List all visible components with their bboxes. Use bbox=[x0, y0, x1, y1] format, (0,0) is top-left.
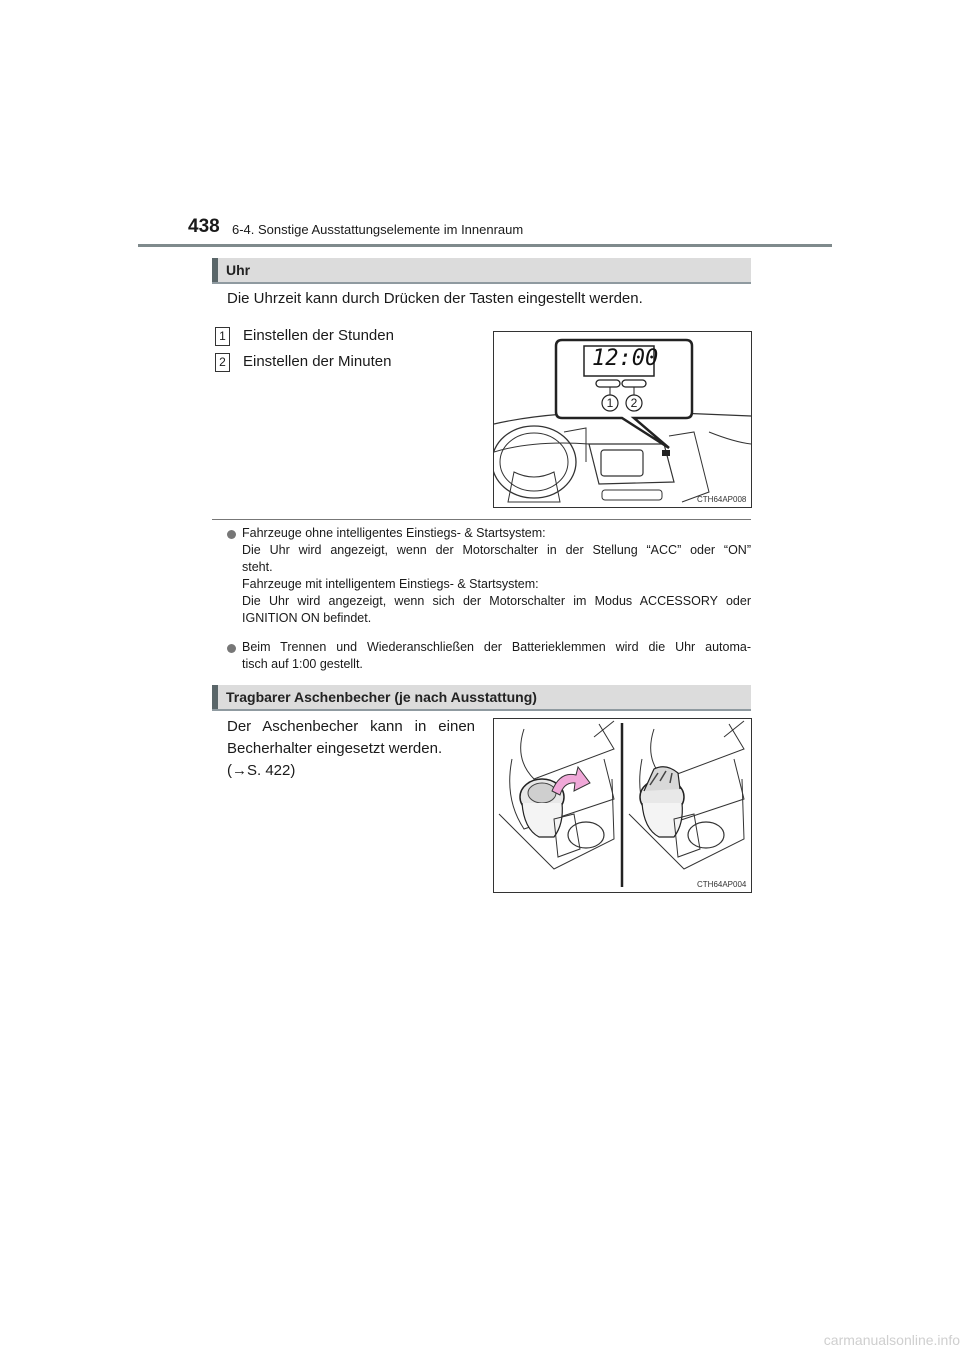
section-heading-label: Tragbarer Aschenbecher (je nach Ausstattung) bbox=[226, 689, 537, 705]
bullet-icon bbox=[227, 530, 236, 539]
step-number-1: 1 bbox=[215, 327, 230, 346]
callout-number-1: 1 bbox=[606, 396, 614, 410]
note-line: Fahrzeuge ohne intelligentes Einstiegs- & Startsystem: bbox=[242, 526, 546, 540]
bullet-icon bbox=[227, 644, 236, 653]
note-battery bbox=[242, 639, 751, 673]
ashtray-text-line: (→S. 422) bbox=[227, 762, 296, 779]
ashtray-text bbox=[227, 716, 475, 782]
step-text-minutes: Einstellen der Minuten bbox=[243, 353, 392, 370]
section-heading-ashtray bbox=[212, 685, 751, 711]
figure-code: CTH64AP004 bbox=[697, 880, 747, 889]
clock-intro-text: Die Uhrzeit kann durch Drücken der Tasten eingestellt werden. bbox=[227, 290, 643, 307]
header-divider bbox=[138, 244, 832, 247]
ashtray-illustration bbox=[493, 718, 752, 893]
note-ignition bbox=[242, 525, 751, 627]
callout-number-2: 2 bbox=[630, 396, 638, 410]
step-text-hours: Einstellen der Stunden bbox=[243, 327, 394, 344]
note-line: IGNITION ON befindet. bbox=[242, 611, 372, 625]
note-line: Die Uhr wird angezeigt, wenn der Motorschalter in der Stellung “ACC” oder “ON” bbox=[242, 543, 751, 557]
note-line: Fahrzeuge mit intelligentem Einstiegs- & Startsystem: bbox=[242, 577, 539, 591]
section-accent bbox=[212, 685, 218, 709]
note-line: Beim Trennen und Wiederanschließen der Batterieklemmen wird die Uhr automa- bbox=[242, 640, 751, 654]
ashtray-text-line: Becherhalter eingesetzt werden. bbox=[227, 740, 443, 757]
note-line: tisch auf 1:00 gestellt. bbox=[242, 657, 363, 671]
page-number: 438 bbox=[188, 216, 220, 237]
section-accent bbox=[212, 258, 218, 282]
step-number-2: 2 bbox=[215, 353, 230, 372]
section-heading-label: Uhr bbox=[226, 262, 251, 278]
section-heading-clock bbox=[212, 258, 751, 284]
notes-divider bbox=[212, 519, 751, 520]
watermark: carmanualsonline.info bbox=[823, 1332, 960, 1348]
ashtray-text-line: Der Aschenbecher kann in einen bbox=[227, 718, 475, 735]
note-line: steht. bbox=[242, 560, 273, 574]
clock-display-time: 12:00 bbox=[592, 346, 659, 371]
figure-code: CTH64AP008 bbox=[697, 495, 747, 504]
ashtray-drawing bbox=[494, 719, 751, 892]
note-line: Die Uhr wird angezeigt, wenn sich der Motorschalter im Modus ACCESSORY oder bbox=[242, 594, 751, 608]
clock-illustration bbox=[493, 331, 752, 508]
chapter-title: 6-4. Sonstige Ausstattungselemente im Innenraum bbox=[232, 222, 524, 237]
